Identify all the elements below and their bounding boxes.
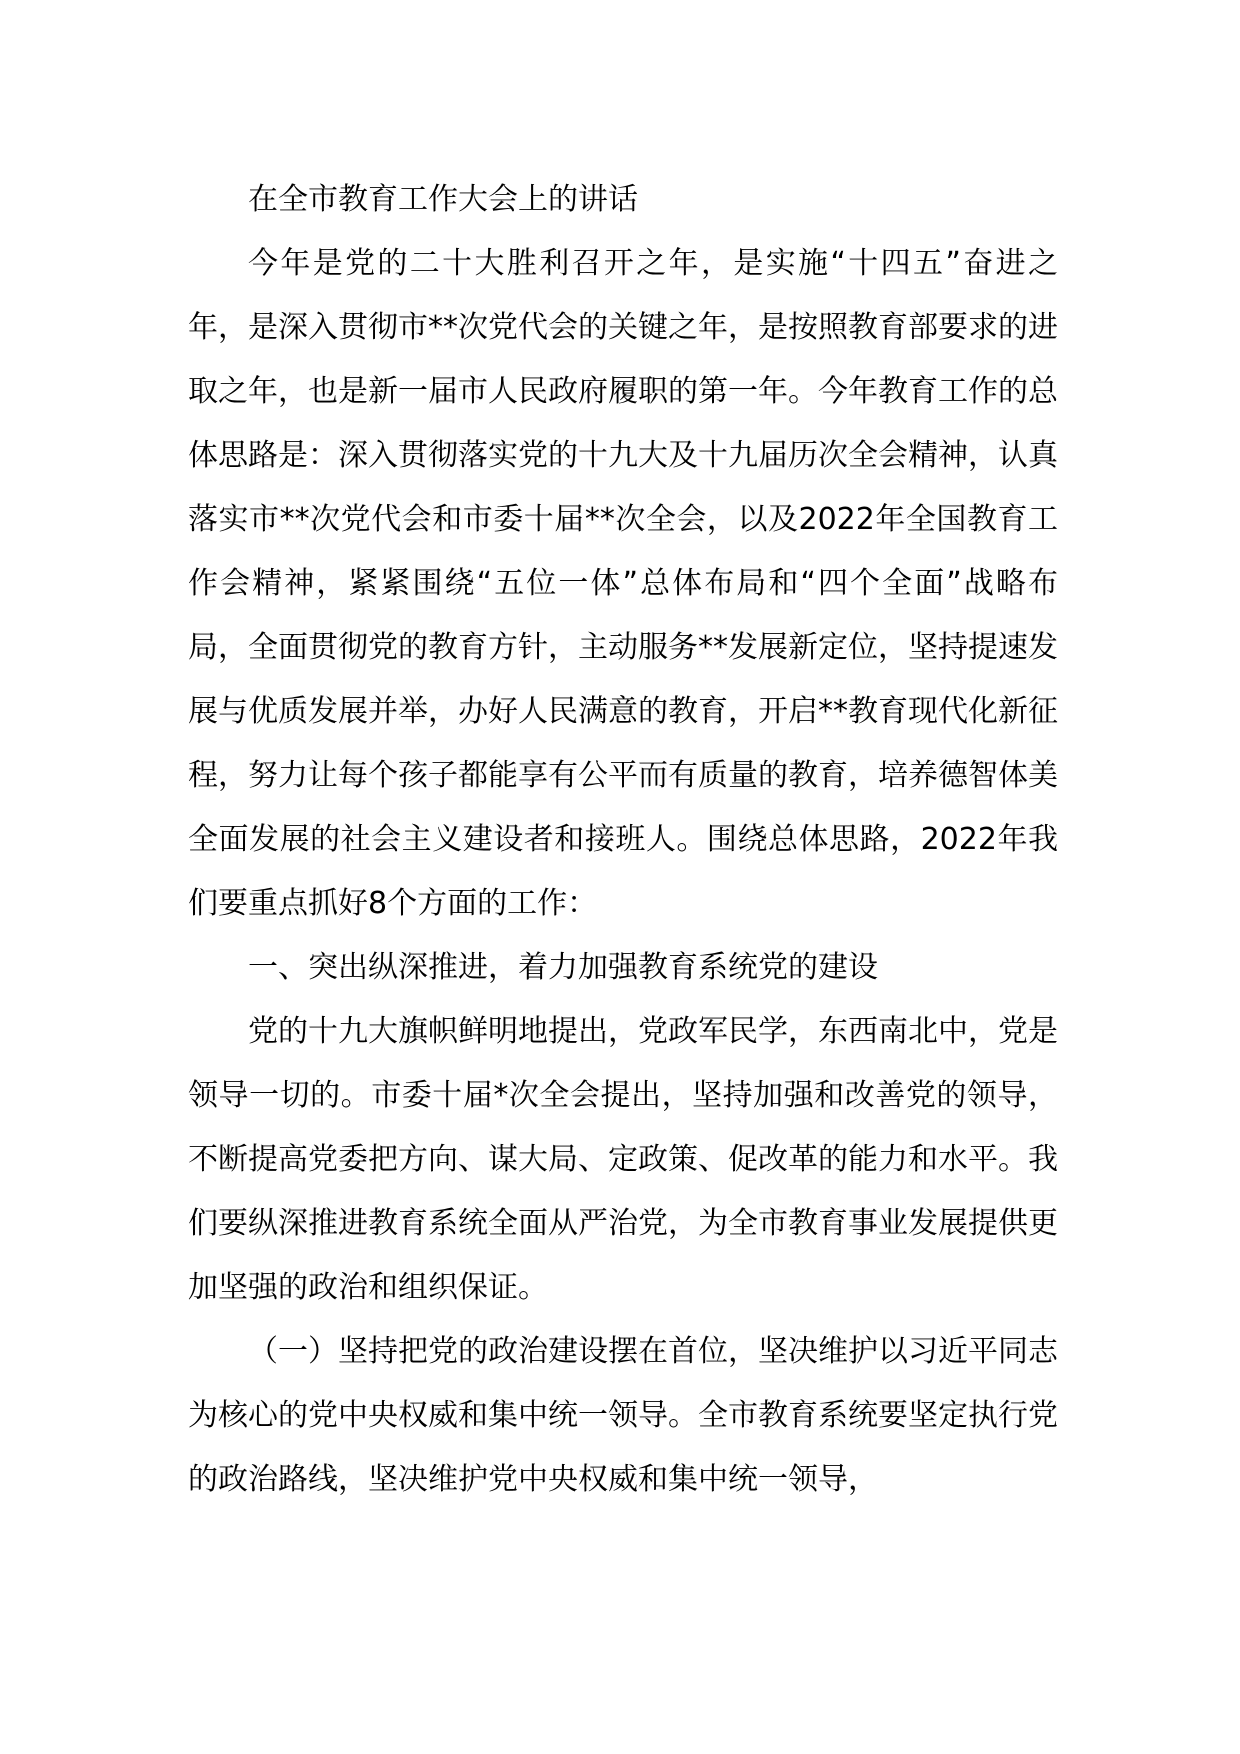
paragraph-section-1: 党的十九大旗帜鲜明地提出，党政军民学，东西南北中，党是领导一切的。市委十届*次全会提出，坚持加强和改善党的领导，不断提高党委把方向、谋大局、定政策、促改革的能力和水平。我们要纵深推进教育系统全面从严治党，为全市教育事业发展提供更加坚强的政治和组织保证。 xyxy=(188,1014,1058,1305)
paragraph-subsection-1: （一）坚持把党的政治建设摆在首位，坚决维护以习近平同志为核心的党中央权威和集中统一领导。全市教育系统要坚定执行党的政治路线，坚决维护党中央权威和集中统一领导， xyxy=(188,1334,1058,1497)
section-heading-1: 一、突出纵深推进，着力加强教育系统党的建设 xyxy=(248,950,878,985)
document-body xyxy=(188,168,1058,1512)
paragraph-intro: 今年是党的二十大胜利召开之年，是实施“十四五”奋进之年，是深入贯彻市**次党代会的关键之年，是按照教育部要求的进取之年，也是新一届市人民政府履职的第一年。今年教育工作的总体思路是：深入贯彻落实党的十九大及十九届历次全会精神，认真落实市**次党代会和市委十届**次全会，以及2022年全国教育工作会精神，紧紧围绕“五位一体”总体布局和“四个全面”战略布局，全面贯彻党的教育方针，主动服务**发展新定位，坚持提速发展与优质发展并举，办好人民满意的教育，开启**教育现代化新征程，努力让每个孩子都能享有公平而有质量的教育，培养德智体美全面发展的社会主义建设者和接班人。围绕总体思路，2022年我们要重点抓好8个方面的工作： xyxy=(188,246,1058,921)
document-title: 在全市教育工作大会上的讲话 xyxy=(248,182,638,217)
